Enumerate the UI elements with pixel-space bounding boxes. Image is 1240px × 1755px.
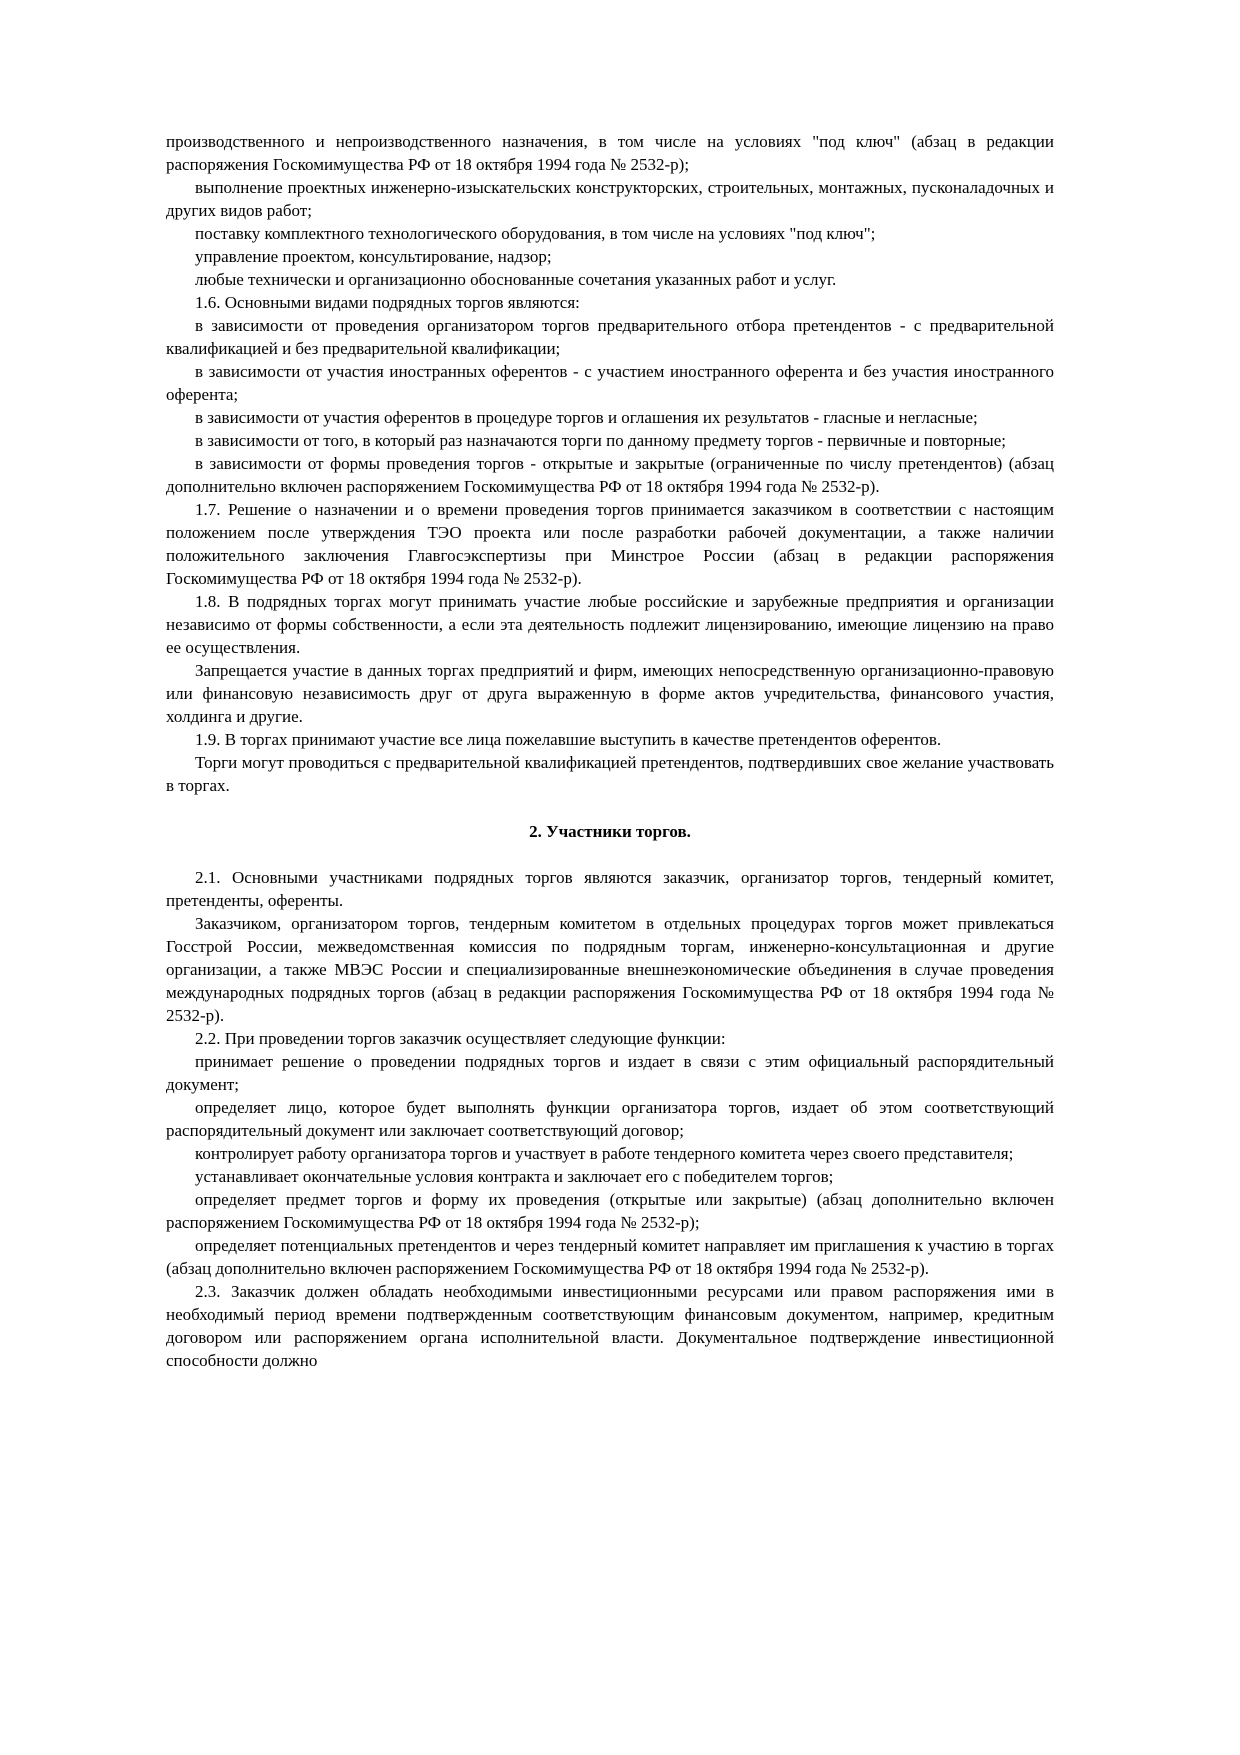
section-heading: 2. Участники торгов.	[529, 822, 691, 841]
body-paragraph: Торги могут проводиться с предварительной квалификацией претендентов, подтвердивших свое желание участвовать в торгах.	[166, 753, 1054, 795]
body-paragraph: в зависимости от того, в который раз назначаются торги по данному предмету торгов - первичные и повторные;	[195, 431, 1006, 450]
body-paragraph: 2.2. При проведении торгов заказчик осуществляет следующие функции:	[195, 1029, 726, 1048]
body-paragraph: в зависимости от формы проведения торгов - открытые и закрытые (ограниченные по числу претендентов) (абзац дополнительно включен распоряжением Госкомимущества РФ от 18 октября 1994 года № 2532-р).	[166, 454, 1054, 496]
document-content	[166, 130, 1054, 1372]
body-paragraph: Заказчиком, организатором торгов, тендерным комитетом в отдельных процедурах торгов может привлекаться Госстрой России, межведомственная комиссия по подрядным торгам, инженерно-консультационная и другие организации, а также МВЭС России и специализированные внешнеэкономические объединения в случае проведения международных подрядных торгов (абзац в редакции распоряжения Госкомимущества РФ от 18 октября 1994 года № 2532-р).	[166, 914, 1054, 1025]
body-paragraph: 1.6. Основными видами подрядных торгов являются:	[195, 293, 580, 312]
body-paragraph: определяет потенциальных претендентов и через тендерный комитет направляет им приглашения к участию в торгах (абзац дополнительно включен распоряжением Госкомимущества РФ от 18 октября 1994 года № 2532-р).	[166, 1236, 1054, 1278]
body-paragraph: в зависимости от проведения организатором торгов предварительного отбора претендентов - с предварительной квалификацией и без предварительной квалификации;	[166, 316, 1054, 358]
body-paragraph: принимает решение о проведении подрядных торгов и издает в связи с этим официальный распорядительный документ;	[166, 1052, 1054, 1094]
body-paragraph: устанавливает окончательные условия контракта и заключает его с победителем торгов;	[195, 1167, 834, 1186]
body-paragraph: 2.3. Заказчик должен обладать необходимыми инвестиционными ресурсами или правом распоряжения ими в необходимый период времени подтвержденным соответствующим финансовым документом, например, кредитным договором или распоряжением органа исполнительной власти. Документальное подтверждение инвестиционной способности должно	[166, 1282, 1054, 1370]
body-paragraph: 1.9. В торгах принимают участие все лица пожелавшие выступить в качестве претендентов оферентов.	[195, 730, 942, 749]
body-paragraph: в зависимости от участия оферентов в процедуре торгов и оглашения их результатов - гласные и негласные;	[195, 408, 978, 427]
body-paragraph: поставку комплектного технологического оборудования, в том числе на условиях "под ключ";	[195, 224, 876, 243]
body-paragraph: определяет лицо, которое будет выполнять функции организатора торгов, издает об этом соответствующий распорядительный документ или заключает соответствующий договор;	[166, 1098, 1054, 1140]
body-paragraph: в зависимости от участия иностранных оферентов - с участием иностранного оферента и без участия иностранного оферента;	[166, 362, 1054, 404]
body-paragraph: определяет предмет торгов и форму их проведения (открытые или закрытые) (абзац дополнительно включен распоряжением Госкомимущества РФ от 18 октября 1994 года № 2532-р);	[166, 1190, 1054, 1232]
body-paragraph: контролирует работу организатора торгов и участвует в работе тендерного комитета через своего представителя;	[195, 1144, 1014, 1163]
body-paragraph: управление проектом, консультирование, надзор;	[195, 247, 552, 266]
body-paragraph: 1.8. В подрядных торгах могут принимать участие любые российские и зарубежные предприятия и организации независимо от формы собственности, а если эта деятельность подлежит лицензированию, имеющие лицензию на право ее осуществления.	[166, 592, 1054, 657]
continuation-paragraph: производственного и непроизводственного назначения, в том числе на условиях "под ключ" (абзац в редакции распоряжения Госкомимущества РФ от 18 октября 1994 года № 2532-р);	[166, 132, 1054, 174]
body-paragraph: выполнение проектных инженерно-изыскательских конструкторских, строительных, монтажных, пусконаладочных и других видов работ;	[166, 178, 1054, 220]
body-paragraph: Запрещается участие в данных торгах предприятий и фирм, имеющих непосредственную организационно-правовую или финансовую независимость друг от друга выраженную в форме актов учредительства, финансового участия, холдинга и другие.	[166, 661, 1054, 726]
body-paragraph: 1.7. Решение о назначении и о времени проведения торгов принимается заказчиком в соответствии с настоящим положением после утверждения ТЭО проекта или после разработки рабочей документации, а также наличии положительного заключения Главгосэкспертизы при Минстрое России (абзац в редакции распоряжения Госкомимущества РФ от 18 октября 1994 года № 2532-р).	[166, 500, 1054, 588]
body-paragraph: любые технически и организационно обоснованные сочетания указанных работ и услуг.	[195, 270, 837, 289]
body-paragraph: 2.1. Основными участниками подрядных торгов являются заказчик, организатор торгов, тендерный комитет, претенденты, оференты.	[166, 868, 1054, 910]
